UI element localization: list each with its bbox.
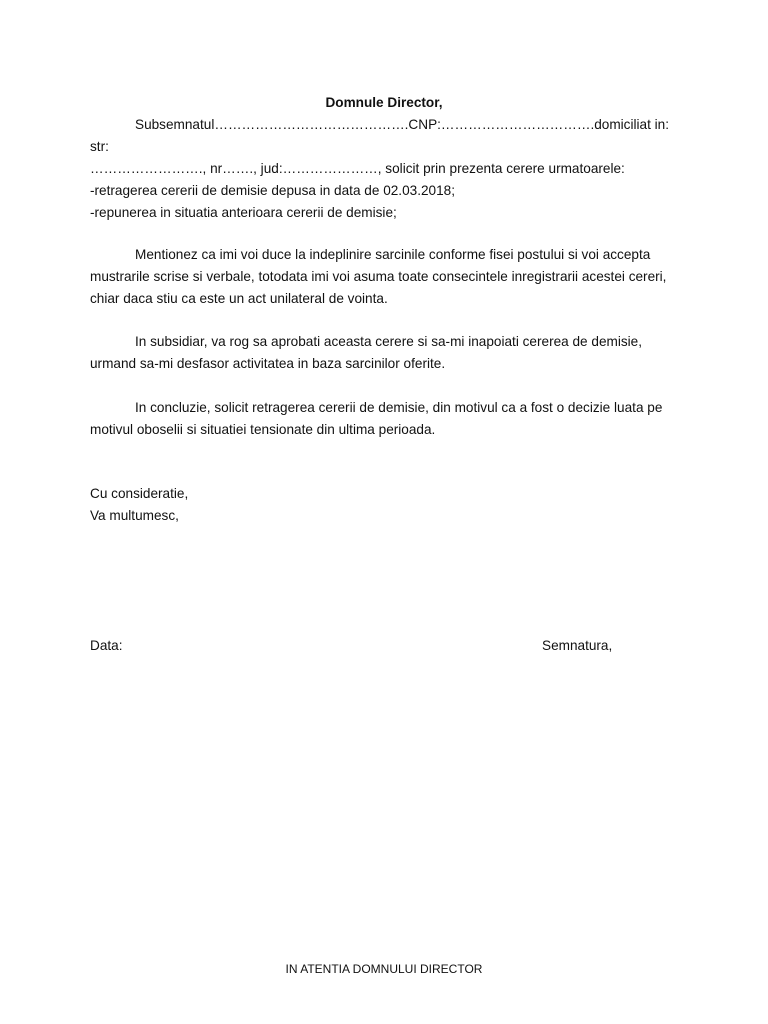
closing-line-1: Cu consideratie, bbox=[90, 486, 189, 501]
signature-label: Semnatura, bbox=[542, 638, 613, 653]
request-item: -repunerea in situatia anterioara cererii de demisie; bbox=[90, 205, 397, 220]
paragraph-conclusion-text: In concluzie, solicit retragerea cererii de demisie, din motivul ca a fost o decizie luata pe motivul oboselii si situatiei tensionate din ultima perioada. bbox=[90, 400, 663, 437]
date-label: Data: bbox=[90, 638, 123, 653]
request-item: -retragerea cererii de demisie depusa in data de 02.03.2018; bbox=[90, 183, 456, 198]
paragraph-subsidiary-text: In subsidiar, va rog sa aprobati aceasta cerere si sa-mi inapoiati cererea de demisie, urmand sa-mi desfasor activitatea in baza sarcinilor oferite. bbox=[90, 334, 643, 371]
intro-line-1: Subsemnatul…………………………………….CNP:…………………………….domiciliat in: str: bbox=[90, 117, 670, 154]
paragraph-commitment-text: Mentionez ca imi voi duce la indeplinire sarcinile conforme fisei postului si voi accepta mustrarile scrise si verbale, totodata imi voi asuma toate consecintele inregistrarii acestei cereri, chiar daca stiu ca este un act unilateral de vointa. bbox=[90, 247, 667, 306]
intro-paragraph bbox=[90, 114, 690, 180]
paragraph-conclusion bbox=[90, 397, 690, 441]
letter-title: Domnule Director, bbox=[325, 95, 443, 110]
closing bbox=[90, 483, 690, 527]
intro-line-2: ……………………., nr……., jud:…………………, solicit prin prezenta cerere urmatoarele: bbox=[90, 161, 625, 176]
footer-addressee: IN ATENTIA DOMNULUI DIRECTOR bbox=[285, 962, 483, 976]
closing-line-2: Va multumesc, bbox=[90, 508, 179, 523]
paragraph-commitment bbox=[90, 244, 690, 310]
request-list bbox=[90, 180, 690, 224]
paragraph-subsidiary bbox=[90, 331, 690, 375]
